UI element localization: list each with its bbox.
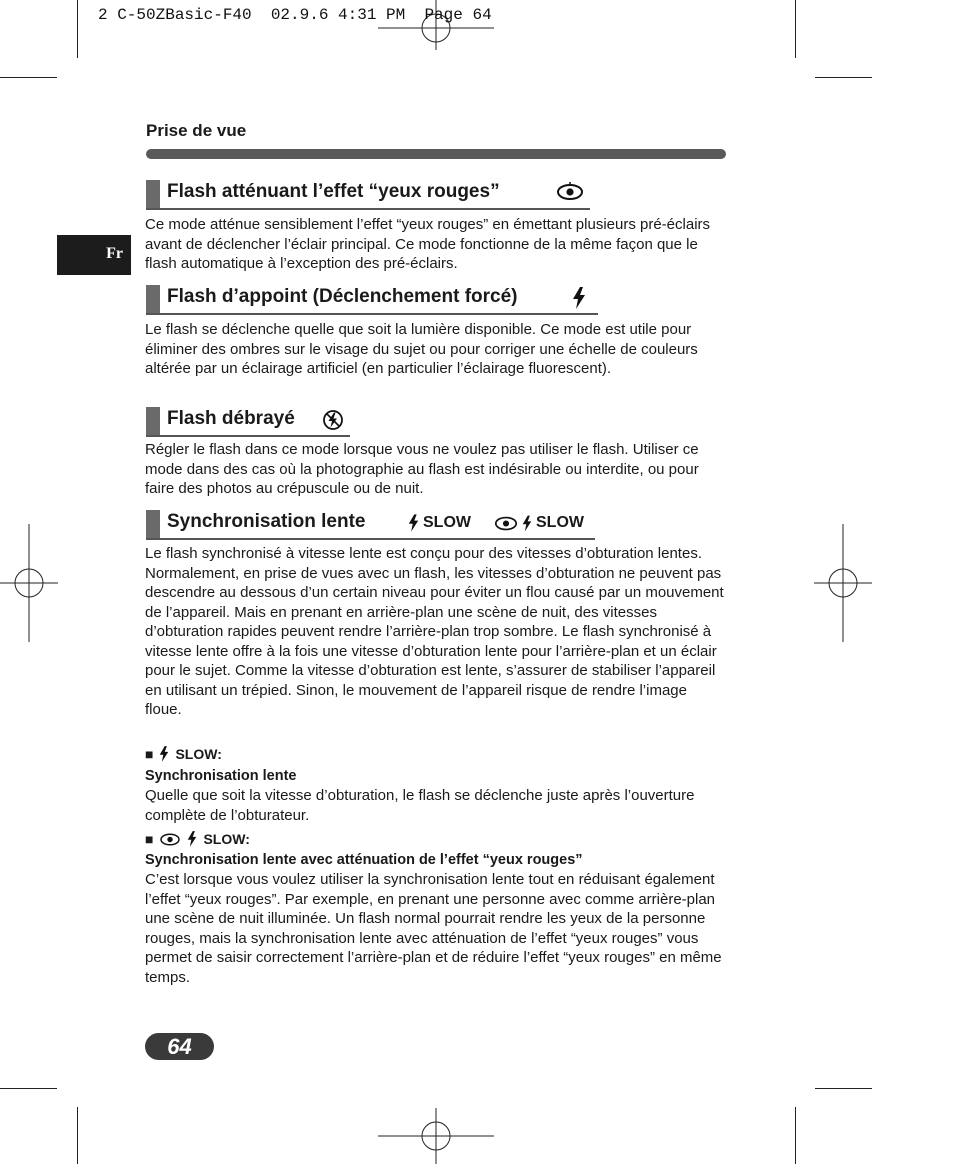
section-heading-red-eye <box>146 180 590 210</box>
slug-datetime: 02.9.6 4:31 PM <box>270 6 406 24</box>
subsection-label-slow <box>145 746 222 762</box>
crop-mark <box>795 0 796 58</box>
section-body: Régler le flash dans ce mode lorsque vous ne voulez pas utiliser le flash. Utiliser ce mode dans des cas où la photographie au flash est indésirable ou interdite, ou pour faire des photos au crépuscule ou de nuit. <box>145 441 699 497</box>
registration-mark-right <box>814 524 874 642</box>
heading-marker <box>146 285 160 313</box>
slug-page: Page 64 <box>424 6 492 24</box>
bullet-square: ■ <box>145 746 154 762</box>
crop-mark <box>815 1088 872 1089</box>
registration-mark-bottom <box>378 1108 496 1164</box>
slow-sync-label <box>408 514 471 532</box>
print-slug <box>98 6 492 24</box>
section-body: Ce mode atténue sensiblement l’effet “yeux rouges” en émettant plusieurs pré-éclairs avant de déclencher l’éclair principal. Ce mode fonctionne de la même façon que le flash automatique à l’exception des pré-éclairs. <box>145 216 711 272</box>
flash-off-icon <box>322 409 344 431</box>
crop-mark <box>815 77 872 78</box>
language-tab-label: Fr <box>106 245 123 262</box>
flash-icon <box>159 746 169 762</box>
subsection-label: SLOW: <box>203 831 250 847</box>
running-section-title: Prise de vue <box>146 121 247 140</box>
slow-label: SLOW <box>423 514 471 531</box>
header-rule <box>146 149 726 159</box>
flash-icon <box>187 831 197 847</box>
heading-marker <box>146 180 160 208</box>
heading-text: Synchronisation lente <box>167 511 366 532</box>
slug-file: 2 C-50ZBasic-F40 <box>98 6 252 24</box>
red-eye-icon <box>556 182 584 202</box>
red-eye-slow-sync-label <box>494 514 584 532</box>
section-body: Le flash se déclenche quelle que soit la lumière disponible. Ce mode est utile pour éliminer des ombres sur le visage du sujet ou pour corriger une échelle de couleurs altérée par un éclairage artificiel (en particulier l’éclairage fluorescent). <box>145 321 698 377</box>
crop-mark <box>77 0 78 58</box>
flash-icon <box>522 515 532 532</box>
crop-mark <box>77 1107 78 1164</box>
subsection-body: C’est lorsque vous voulez utiliser la synchronisation lente tout en réduisant également l’effet “yeux rouges”. Par exemple, en prenant une personne avec comme arrière-plan une scène de nuit illuminée. Un flash normal pourrait rendre les yeux de la personne rouges, mais la synchronisation lente avec atténuation de l’effet “yeux rouges” vous permet de saisir correctement l’arrière-plan et de réduire l’effet “yeux rouges” en même temps. <box>145 871 722 986</box>
section-heading-fill-flash <box>146 285 598 315</box>
red-eye-icon <box>159 832 181 847</box>
bullet-square: ■ <box>145 831 154 847</box>
language-tab <box>57 235 131 275</box>
flash-icon <box>572 287 586 309</box>
subsection-label: SLOW: <box>175 746 222 762</box>
subsection-label-red-eye-slow <box>145 831 250 847</box>
section-body: Le flash synchronisé à vitesse lente est conçu pour des vitesses d’obturation lentes. Normalement, en prise de vues avec un flash, les vitesses d’obturation ne peuvent pas descendre au dessous d’un certain niveau pour éviter un flou causé par un mouvement de l’appareil. Mais en prenant en arrière-plan une scène de nuit, des vitesses d’obturation rapides peuvent rendre l’arrière-plan trop sombre. Le flash synchronisé à vitesse lente offre à la fois une vitesse d’obturation lente pour l’arrière-plan et un éclair pour le sujet. Comme la vitesse d’obturation est lente, s’assurer de stabiliser l’appareil en utilisant un trépied. Sinon, le mouvement de l’appareil risque de rendre l’image floue. <box>145 545 724 718</box>
heading-text: Flash débrayé <box>167 408 295 429</box>
crop-mark <box>0 77 57 78</box>
heading-marker <box>146 407 160 435</box>
subsection-body: Quelle que soit la vitesse d’obturation, le flash se déclenche juste après l’ouverture complète de l’obturateur. <box>145 787 695 824</box>
page-number: 64 <box>145 1033 214 1060</box>
slow-label: SLOW <box>536 514 584 531</box>
red-eye-icon <box>494 515 518 532</box>
subsection-title: Synchronisation lente avec atténuation de l’effet “yeux rouges” <box>145 852 583 868</box>
subsection-title: Synchronisation lente <box>145 768 297 784</box>
heading-text: Flash d’appoint (Déclenchement forcé) <box>167 286 518 307</box>
heading-text: Flash atténuant l’effet “yeux rouges” <box>167 181 500 202</box>
section-heading-flash-off <box>146 407 350 437</box>
section-heading-slow-sync <box>146 510 595 540</box>
crop-mark <box>0 1088 57 1089</box>
registration-mark-left <box>0 524 60 642</box>
crop-mark <box>795 1107 796 1164</box>
heading-marker <box>146 510 160 538</box>
flash-icon <box>408 514 419 532</box>
